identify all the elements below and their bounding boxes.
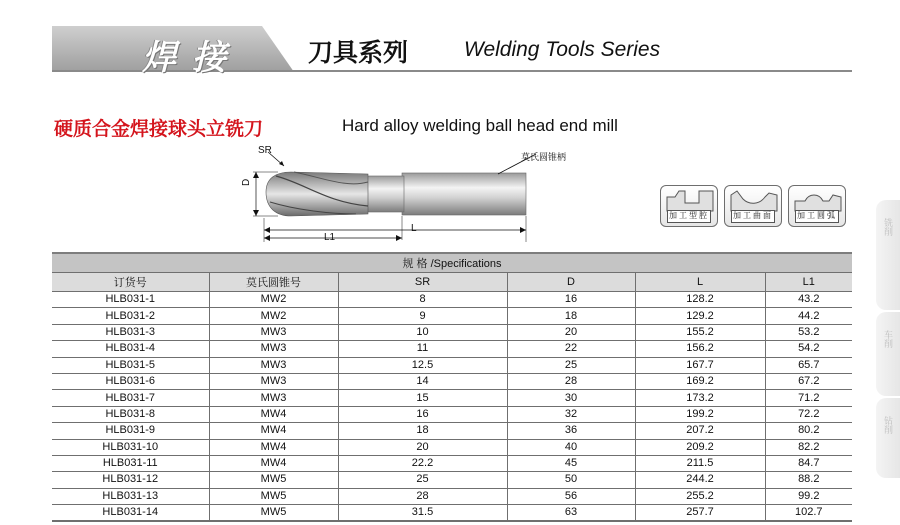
table-cell: 99.2	[765, 488, 852, 504]
d-arrow-top	[253, 172, 259, 178]
table-row	[52, 341, 852, 357]
table-cell: MW5	[209, 488, 338, 504]
end-mill-drawing	[236, 140, 556, 245]
header-band	[52, 26, 852, 78]
table-cell: 44.2	[765, 308, 852, 324]
table-cell: 80.2	[765, 423, 852, 439]
product-title-cn: 硬质合金焊接球头立铣刀	[54, 118, 264, 140]
fluted-head	[266, 172, 368, 216]
l-arrow-right	[520, 227, 526, 233]
table-row	[52, 455, 852, 471]
table-cell: 11	[338, 341, 507, 357]
table-cell: 255.2	[635, 488, 765, 504]
table-body	[52, 292, 852, 522]
table-cell: MW3	[209, 390, 338, 406]
table-cell: 45	[507, 455, 635, 471]
table-cell: HLB031-10	[52, 439, 209, 455]
table-cell: 15	[338, 390, 507, 406]
table-cell: 207.2	[635, 423, 765, 439]
column-header: D	[507, 273, 635, 292]
table-cell: 22.2	[338, 455, 507, 471]
table-cell: 31.5	[338, 505, 507, 522]
table-cell: 257.7	[635, 505, 765, 522]
table-cell: MW3	[209, 324, 338, 340]
table-cell: MW2	[209, 308, 338, 324]
table-cell: HLB031-8	[52, 406, 209, 422]
table-cell: MW3	[209, 357, 338, 373]
table-cell: 244.2	[635, 472, 765, 488]
table-cell: 167.7	[635, 357, 765, 373]
table-row	[52, 357, 852, 373]
table-row	[52, 439, 852, 455]
processing-curved-surface	[724, 185, 782, 227]
table-cell: 50	[507, 472, 635, 488]
label-d: D	[241, 178, 252, 186]
table-column-headers	[52, 273, 852, 292]
table-cell: HLB031-2	[52, 308, 209, 324]
table-cell: HLB031-12	[52, 472, 209, 488]
table-cell: 155.2	[635, 324, 765, 340]
table-cell: 88.2	[765, 472, 852, 488]
table-cell: HLB031-7	[52, 390, 209, 406]
side-tab-1	[876, 200, 900, 310]
table-row	[52, 308, 852, 324]
table-row	[52, 292, 852, 308]
table-cell: 10	[338, 324, 507, 340]
table-cell: 67.2	[765, 373, 852, 389]
table-row	[52, 423, 852, 439]
table-cell: HLB031-5	[52, 357, 209, 373]
table-row	[52, 472, 852, 488]
l1-arrow-left	[264, 235, 270, 241]
label-l: L	[411, 223, 417, 234]
table-cell: 8	[338, 292, 507, 308]
table-cell: MW5	[209, 472, 338, 488]
table-cell: 22	[507, 341, 635, 357]
table-cell: MW3	[209, 373, 338, 389]
table-cell: 12.5	[338, 357, 507, 373]
side-tab-3	[876, 398, 900, 478]
table-row	[52, 505, 852, 522]
table-cell: 72.2	[765, 406, 852, 422]
table-cell: 71.2	[765, 390, 852, 406]
table-cell: 28	[507, 373, 635, 389]
table-cell: 32	[507, 406, 635, 422]
table-cell: 16	[507, 292, 635, 308]
table-cell: MW2	[209, 292, 338, 308]
specifications-table	[52, 252, 852, 522]
table-row	[52, 324, 852, 340]
table-cell: HLB031-9	[52, 423, 209, 439]
table-row	[52, 406, 852, 422]
label-sr: SR	[258, 145, 272, 156]
table-cell: 36	[507, 423, 635, 439]
page-title-cn: 刀具系列	[308, 38, 409, 67]
table-cell: 25	[338, 472, 507, 488]
label-morse-taper-shank: 莫氏圆锥柄	[521, 152, 567, 162]
table-cell: 25	[507, 357, 635, 373]
header-category-label: 焊接	[142, 38, 242, 78]
column-header: 莫氏圆锥号	[209, 273, 338, 292]
processing-cavity-label: 加工型腔	[667, 210, 711, 223]
table-cell: 16	[338, 406, 507, 422]
column-header: 订货号	[52, 273, 209, 292]
processing-arc	[788, 185, 846, 227]
table-cell: 28	[338, 488, 507, 504]
table-cell: 18	[507, 308, 635, 324]
table-cell: 82.2	[765, 439, 852, 455]
table-cell: 129.2	[635, 308, 765, 324]
l-arrow-left	[264, 227, 270, 233]
processing-arc-label: 加工圆弧	[795, 210, 839, 223]
table-cell: HLB031-11	[52, 455, 209, 471]
table-cell: 40	[507, 439, 635, 455]
table-cell: MW3	[209, 341, 338, 357]
table-cell: 56	[507, 488, 635, 504]
table-cell: MW4	[209, 423, 338, 439]
column-header: SR	[338, 273, 507, 292]
table-cell: 65.7	[765, 357, 852, 373]
table-row	[52, 373, 852, 389]
side-tab-3-label: 钻削	[883, 416, 893, 434]
d-arrow-bottom	[253, 210, 259, 216]
table-cell: 209.2	[635, 439, 765, 455]
table-row	[52, 390, 852, 406]
table-cell: HLB031-13	[52, 488, 209, 504]
table-cell: HLB031-6	[52, 373, 209, 389]
page-title-en: Welding Tools Series	[464, 38, 661, 61]
table-cell: MW4	[209, 406, 338, 422]
side-tab-2	[876, 312, 900, 396]
table-cell: HLB031-4	[52, 341, 209, 357]
label-l1: L1	[324, 232, 336, 243]
table-row	[52, 488, 852, 504]
processing-cavity	[660, 185, 718, 227]
table-cell: 63	[507, 505, 635, 522]
product-title-en: Hard alloy welding ball head end mill	[342, 116, 618, 135]
table-cell: 30	[507, 390, 635, 406]
neck	[366, 176, 404, 212]
table-group-header: 规 格 /Specifications	[52, 253, 852, 273]
table-cell: HLB031-14	[52, 505, 209, 522]
column-header: L	[635, 273, 765, 292]
table-cell: MW4	[209, 439, 338, 455]
table-cell: 173.2	[635, 390, 765, 406]
side-tab-2-label: 车削	[883, 330, 893, 348]
table-cell: 20	[338, 439, 507, 455]
table-cell: MW4	[209, 455, 338, 471]
shank	[402, 173, 526, 215]
side-tab-1-label: 铣削	[883, 218, 893, 236]
table-cell: HLB031-1	[52, 292, 209, 308]
table-cell: 18	[338, 423, 507, 439]
table-cell: 9	[338, 308, 507, 324]
table-cell: 199.2	[635, 406, 765, 422]
table-cell: HLB031-3	[52, 324, 209, 340]
table-cell: MW5	[209, 505, 338, 522]
table-cell: 156.2	[635, 341, 765, 357]
table-cell: 14	[338, 373, 507, 389]
table-cell: 128.2	[635, 292, 765, 308]
table-cell: 84.7	[765, 455, 852, 471]
column-header: L1	[765, 273, 852, 292]
table-cell: 211.5	[635, 455, 765, 471]
l1-arrow-right	[396, 235, 402, 241]
table-cell: 53.2	[765, 324, 852, 340]
table-cell: 102.7	[765, 505, 852, 522]
table-cell: 43.2	[765, 292, 852, 308]
table-cell: 54.2	[765, 341, 852, 357]
table-cell: 20	[507, 324, 635, 340]
table-cell: 169.2	[635, 373, 765, 389]
processing-curved-surface-label: 加工曲面	[731, 210, 775, 223]
